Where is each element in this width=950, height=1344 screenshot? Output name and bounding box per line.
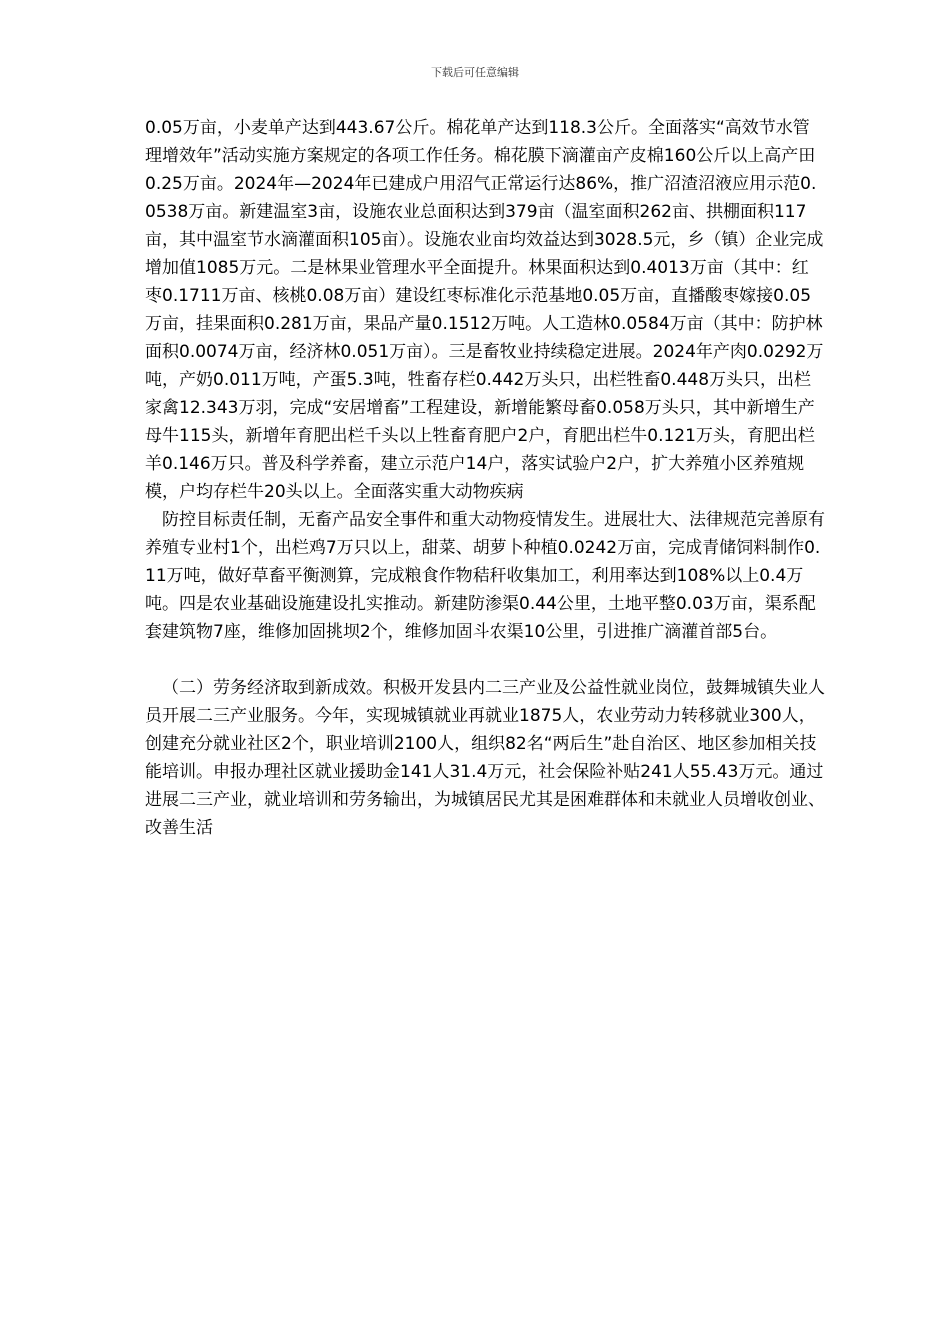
page-header-text: 下载后可任意编辑	[431, 66, 519, 79]
paragraph-labor-economy: （二）劳务经济取到新成效。积极开发县内二三产业及公益性就业岗位，鼓舞城镇失业人员开展二三产业服务。今年，实现城镇就业再就业1875人，农业劳动力转移就业300人，创建充分就业社区2个，职业培训2100人，组织82名“两后生”赴自治区、地区参加相关技能培训。申报办理社区就业援助金141人31.4万元，社会保险补贴241人55.43万元。通过进展二三产业，就业培训和劳务输出，为城镇居民尤其是困难群体和未就业人员增收创业、改善生活	[145, 678, 825, 838]
paragraph-agriculture: 0.05万亩，小麦单产达到443.67公斤。棉花单产达到118.3公斤。全面落实“高效节水管理增效年”活动实施方案规定的各项工作任务。棉花膜下滴灌亩产皮棉160公斤以上高产田0.25万亩。2024年—2024年已建成户用沼气正常运行达86%，推广沼渣沼液应用示范0.0538万亩。新建温室3亩，设施农业总面积达到379亩（温室面积262亩、拱棚面积117亩，其中温室节水滴灌面积105亩）。设施农业亩均效益达到3028.5元，乡（镇）企业完成增加值1085万元。二是林果业管理水平全面提升。林果面积达到0.4013万亩（其中：红枣0.1711万亩、核桃0.08万亩）建设红枣标准化示范基地0.05万亩，直播酸枣嫁接0.05万亩，挂果面积0.281万亩，果品产量0.1512万吨。人工造林0.0584万亩（其中：防护林面积0.0074万亩，经济林0.051万亩）。三是畜牧业持续稳定进展。2024年产肉0.0292万吨，产奶0.011万吨，产蛋5.3吨，牲畜存栏0.442万头只，出栏牲畜0.448万头只，出栏家禽12.343万羽，完成“安居增畜”工程建设，新增能繁母畜0.058万头只，其中新增生产母牛115头，新增年育肥出栏千头以上牲畜育肥户2户，育肥出栏牛0.121万头，育肥出栏羊0.146万只。普及科学养畜，建立示范户14户，落实试验户2户，扩大养殖小区养殖规模，户均存栏牛20头以上。全面落实重大动物疾病	[145, 118, 824, 502]
document-body	[145, 114, 825, 842]
page-header	[0, 66, 950, 80]
paragraph-epidemic-control: 防控目标责任制，无畜产品安全事件和重大动物疫情发生。进展壮大、法律规范完善原有养殖专业村1个，出栏鸡7万只以上，甜菜、胡萝卜种植0.0242万亩，完成青储饲料制作0.11万吨，做好草畜平衡测算，完成粮食作物秸秆收集加工，利用率达到108%以上0.4万吨。四是农业基础设施建设扎实推动。新建防渗渠0.44公里，土地平整0.03万亩，渠系配套建筑物7座，维修加固挑坝2个，维修加固斗农渠10公里，引进推广滴灌首部5台。	[145, 510, 825, 642]
